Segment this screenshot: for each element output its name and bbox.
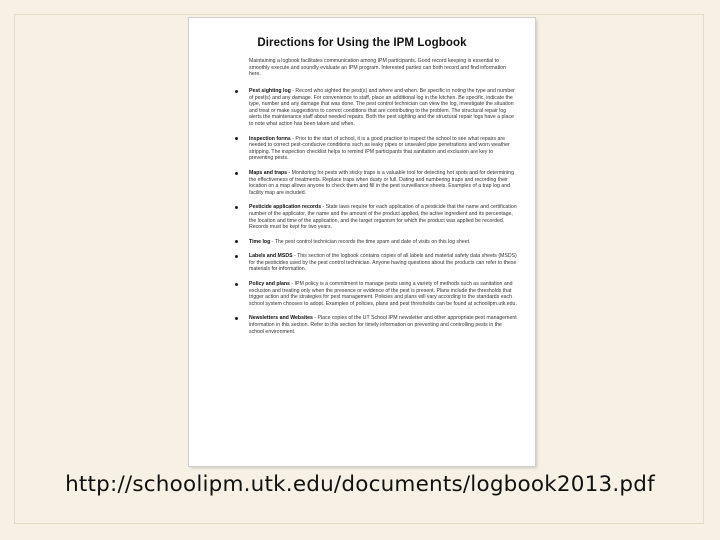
- section-title: Newsletters and Websites: [249, 315, 313, 322]
- section-text: - Record who sighted the pest(s) and where and when. Be specific in noting the type and number of pest(s) and any damage. For convenience to staff, place an additional log in the kitchen. Be specific, indicate the type, number and any damage that was done. The pest control technician can view the log, investigate the situation and treat or make suggestions to correct conditions that are contributing to the problem. The structural repair log alerts the maintenance staff about needed repairs. Both the pest sighting and the structural repair logs have a place to note what action has been taken and when.: [249, 88, 515, 127]
- section-text: - State laws require for each application of a pesticide that the name and certification number of the applicator, the name and the amount of the product applied, the active ingredient and its percentage, the location and time of the application, and the target organism for which the product was applied be recorded. Records must be kept for two years.: [249, 204, 517, 231]
- section-text: - Prior to the start of school, it is a good practice to inspect the school to see what repairs are needed to correct pest-conducive conditions such as leaky pipes or unsealed pipe penetrations and worn weather stripping. The inspection checklist helps to remind IPM participants that sanitation and exclusion are key to preventing pests.: [249, 135, 510, 162]
- section-time-log: [235, 239, 517, 246]
- bullet-icon: [235, 317, 238, 320]
- section-title: Pesticide application records: [249, 204, 322, 211]
- section-inspection-forms: [235, 136, 517, 162]
- section-title: Pest sighting log: [249, 88, 291, 94]
- intro-paragraph: Maintaining a logbook facilitates communication among IPM participants. Good record keeping is essential to smoothly execute and soundly evaluate an IPM program. Interested parties can both record and find information here.: [249, 58, 506, 78]
- section-text: - IPM policy is a commitment to manage pests using a variety of methods such as sanitation and exclusion and treating only when the presence or evidence of the pest is present. Plans include the thresholds that trigger action and the strategies for pest management. Policies and plans will vary according to the standards each school system chooses to adopt. Examples of policies, plans and pest thresholds can be found at schoolipm.utk.edu.: [249, 281, 517, 307]
- bullet-icon: [235, 206, 238, 209]
- section-title: Maps and traps: [249, 169, 288, 176]
- document-title: Directions for Using the IPM Logbook: [257, 37, 467, 49]
- document-page: [189, 18, 535, 466]
- section-text: - Place copies of the UT School IPM newsletter and other appropriate pest management information in this section. Refer to this section for timely information on preventing and controlling pests in the school environment.: [249, 315, 517, 335]
- bullet-icon: [235, 90, 238, 93]
- section-maps-and-traps: [235, 170, 517, 196]
- source-url-caption: http://schoolipm.utk.edu/documents/logbook2013.pdf: [65, 472, 655, 497]
- bullet-icon: [235, 240, 238, 243]
- section-pesticide-application-records: [235, 204, 517, 230]
- bullet-icon: [235, 137, 238, 140]
- section-title: Policy and plans: [249, 281, 290, 288]
- section-pest-sighting-log: [235, 88, 517, 128]
- section-title: Labels and MSDS: [249, 253, 293, 260]
- bullet-icon: [235, 172, 238, 175]
- section-list: [235, 88, 517, 335]
- section-newsletters-and-websites: [235, 315, 517, 335]
- section-text: - Monitoring for pests with sticky traps is a valuable tool for detecting hot spots and for determining the effectiveness of treatments. Replace traps when dusty or full. Dating and numbering traps and recording their location on a map allows anyone to check them and fill in the pest surveillance sheets. Examples of a trap log and facility map are included.: [249, 169, 514, 196]
- section-policy-and-plans: [235, 281, 517, 307]
- section-text: - The pest control technician records the time spam and date of visits on this log sheet.: [270, 238, 471, 245]
- bullet-icon: [235, 255, 238, 258]
- section-title: Inspection forms: [249, 135, 291, 142]
- section-text: - This section of the logbook contains copies of all labels and material safety data sheets (MSDS) for the pesticides used by the pest control technician. Anyone having questions about the products can refer to these materials for information.: [249, 253, 517, 273]
- section-labels-and-msds: [235, 253, 517, 273]
- section-title: Time log: [249, 238, 271, 245]
- bullet-icon: [235, 283, 238, 286]
